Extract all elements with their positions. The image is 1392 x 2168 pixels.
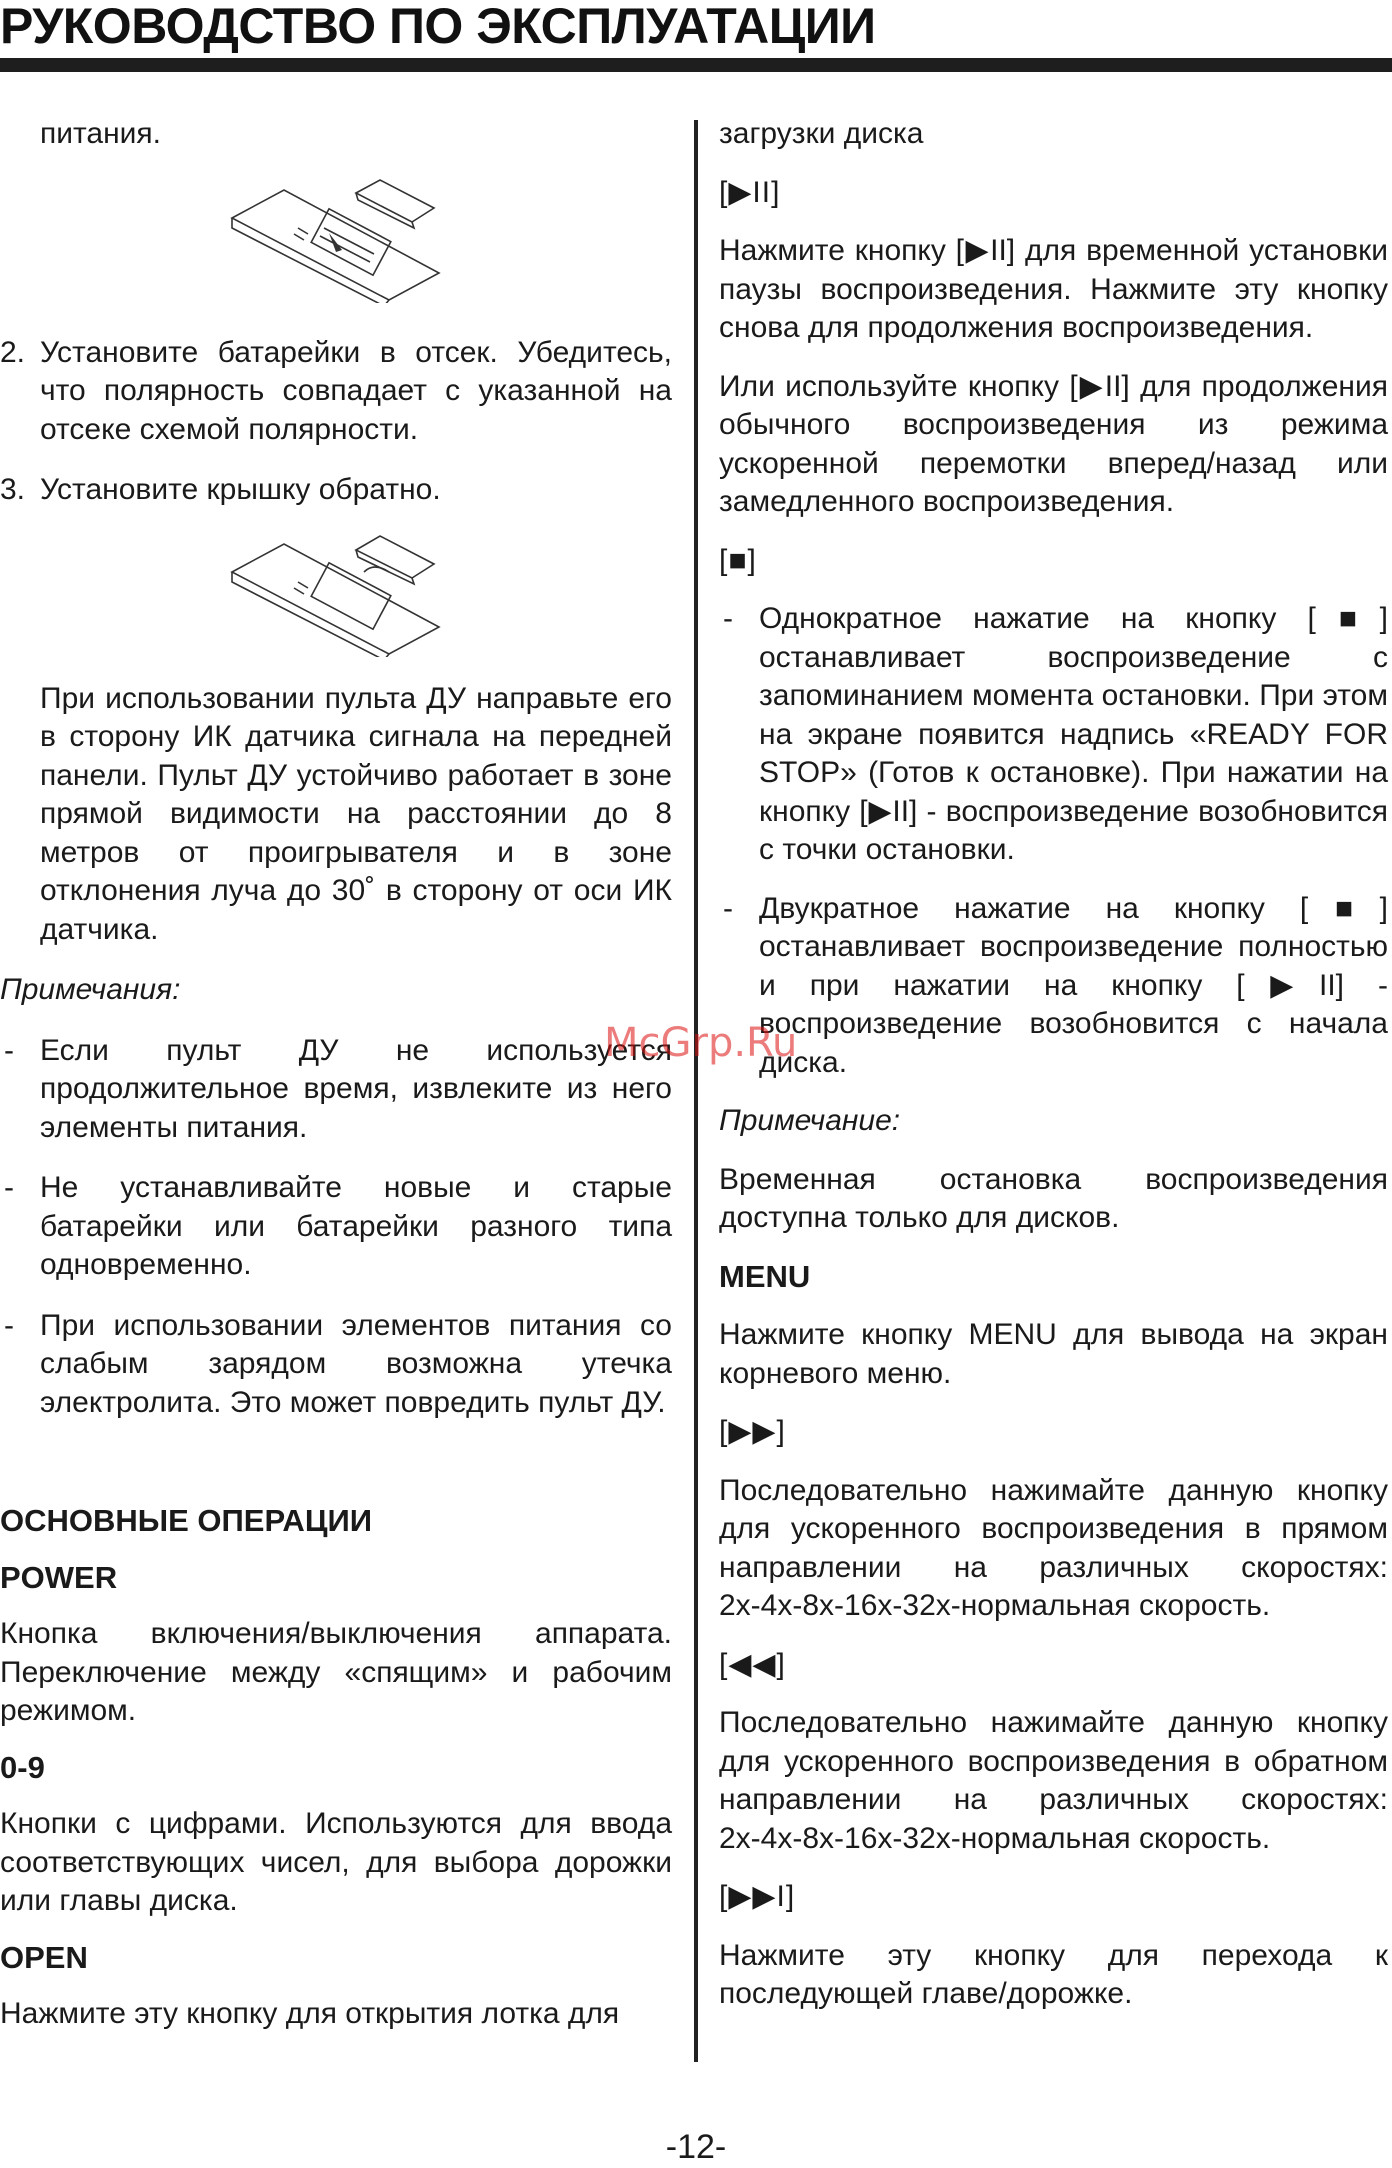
fast-forward-text: Последовательно нажимайте данную кнопку для ускоренного воспроизведения в прямом направлении на различных скоростях: 2х-4х-8х-16х-32х-нормальная скорость.: [719, 1473, 1388, 1622]
note-text: Если пульт ДУ не используется продолжительное время, извлеките из него элементы питания.: [40, 1033, 672, 1144]
note-text: Временная остановка воспроизведения доступна только для дисков.: [719, 1162, 1388, 1234]
usage-text: При использовании пульта ДУ направьте его в сторону ИК датчика сигнала на передней панели. Пульт ДУ устойчиво работает в зоне прямой видимости на расстоянии до 8 метров от проигрывателя и в зоне отклонения луча до 30˚ в сторону от оси ИК датчика.: [40, 681, 672, 946]
remote-closed-battery-illustration: [224, 532, 672, 652]
open-heading: OPEN: [0, 1939, 88, 1975]
list-item: - Не устанавливайте новые и старые батарейки или батарейки разного типа одновременно.: [4, 1171, 672, 1281]
list-item: - Если пульт ДУ не используется продолжительное время, извлеките из него элементы питания.: [4, 1033, 672, 1144]
digits-text: Кнопки с цифрами. Используются для ввода соответствующих чисел, для выбора дорожки или главы диска.: [0, 1807, 672, 1917]
header-rule: [0, 58, 1392, 72]
digits-heading: 0-9: [0, 1749, 45, 1785]
rewind-text: Последовательно нажимайте данную кнопку для ускоренного воспроизведения в обратном направлении на различных скоростях: 2х-4х-8х-16х-32х-нормальная скорость.: [719, 1706, 1388, 1855]
page-title: РУКОВОДСТВО ПО ЭКСПЛУАТАЦИИ: [0, 0, 876, 54]
stop-key-label: [■]: [719, 543, 757, 577]
note-text: Не устанавливайте новые и старые батарейки или батарейки разного типа одновременно.: [40, 1171, 672, 1281]
step-text: Установите крышку обратно.: [40, 473, 441, 506]
pause-resume-text: Или используйте кнопку [▶II] для продолжения обычного воспроизведения из режима ускоренной перемотки вперед/назад или замедленного воспроизведения.: [719, 369, 1388, 518]
note-text: При использовании элементов питания со слабым зарядом возможна утечка электролита. Это может повредить пульт ДУ.: [40, 1308, 672, 1419]
stop-item-text: Двукратное нажатие на кнопку [■] останавливает воспроизведение полностью и при нажатии на кнопку [▶II] - воспроизведение возобновится с начала диска.: [759, 891, 1388, 1079]
note-title: Примечание:: [719, 1104, 901, 1137]
fast-forward-key-label: [▶▶]: [719, 1415, 786, 1448]
play-pause-key-label: [▶II]: [719, 175, 781, 209]
list-item: - При использовании элементов питания со слабым зарядом возможна утечка электролита. Это может повредить пульт ДУ.: [4, 1308, 672, 1419]
left-column: [0, 115, 672, 2034]
notes-title: Примечания:: [0, 973, 181, 1006]
list-item: [0, 471, 672, 510]
list-item: - Однократное нажатие на кнопку [■] останавливает воспроизведение с запоминанием момента остановки. При этом на экране появится надпись «READY FOR STOP» (Готов к остановке). При нажатии на кнопку [▶II] - воспроизведение возобновится с точки остановки.: [723, 602, 1388, 866]
pause-text: Нажмите кнопку [▶II] для временной установки паузы воспроизведения. Нажмите эту кнопку снова для продолжения воспроизведения.: [719, 234, 1388, 344]
right-column: [719, 115, 1388, 2014]
list-item: [0, 334, 672, 450]
menu-text: Нажмите кнопку MENU для вывода на экран корневого меню.: [719, 1318, 1388, 1390]
step-text: Установите батарейки в отсек. Убедитесь, что полярность совпадает с указанной на отсеке схемой полярности.: [40, 335, 672, 446]
step-number: 3.: [0, 473, 26, 506]
rewind-key-label: [◀◀]: [719, 1647, 786, 1681]
power-heading: POWER: [0, 1559, 118, 1595]
next-text: Нажмите эту кнопку для перехода к последующей главе/дорожке.: [719, 1938, 1388, 2010]
menu-heading: MENU: [719, 1258, 811, 1294]
watermark: McGrp.Ru: [604, 1020, 798, 1066]
remote-open-battery-illustration: [224, 178, 672, 298]
open-text-continued: загрузки диска: [719, 117, 924, 150]
stop-item-text: Однократное нажатие на кнопку [■] останавливает воспроизведение с запоминанием момента остановки. При этом на экране появится надпись «READY FOR STOP» (Готов к остановке). При нажатии на кнопку [▶II] - воспроизведение возобновится с точки остановки.: [759, 602, 1388, 866]
column-divider: [694, 120, 698, 2062]
step-number: 2.: [0, 335, 26, 369]
next-key-label: [▶▶I]: [719, 1880, 796, 1913]
page-number: -12-: [665, 2128, 727, 2166]
remote-cover-icon: [224, 532, 444, 657]
intro-text: питания.: [40, 117, 161, 150]
list-item: - Двукратное нажатие на кнопку [■] останавливает воспроизведение полностью и при нажатии на кнопку [▶II] - воспроизведение возобновится с начала диска.: [723, 891, 1388, 1079]
section-heading: ОСНОВНЫЕ ОПЕРАЦИИ: [0, 1503, 373, 1538]
power-text: Кнопка включения/выключения аппарата. Переключение между «спящим» и рабочим режимом.: [0, 1617, 672, 1727]
open-text: Нажмите эту кнопку для открытия лотка для: [0, 1997, 620, 2030]
remote-battery-icon: [224, 178, 444, 303]
